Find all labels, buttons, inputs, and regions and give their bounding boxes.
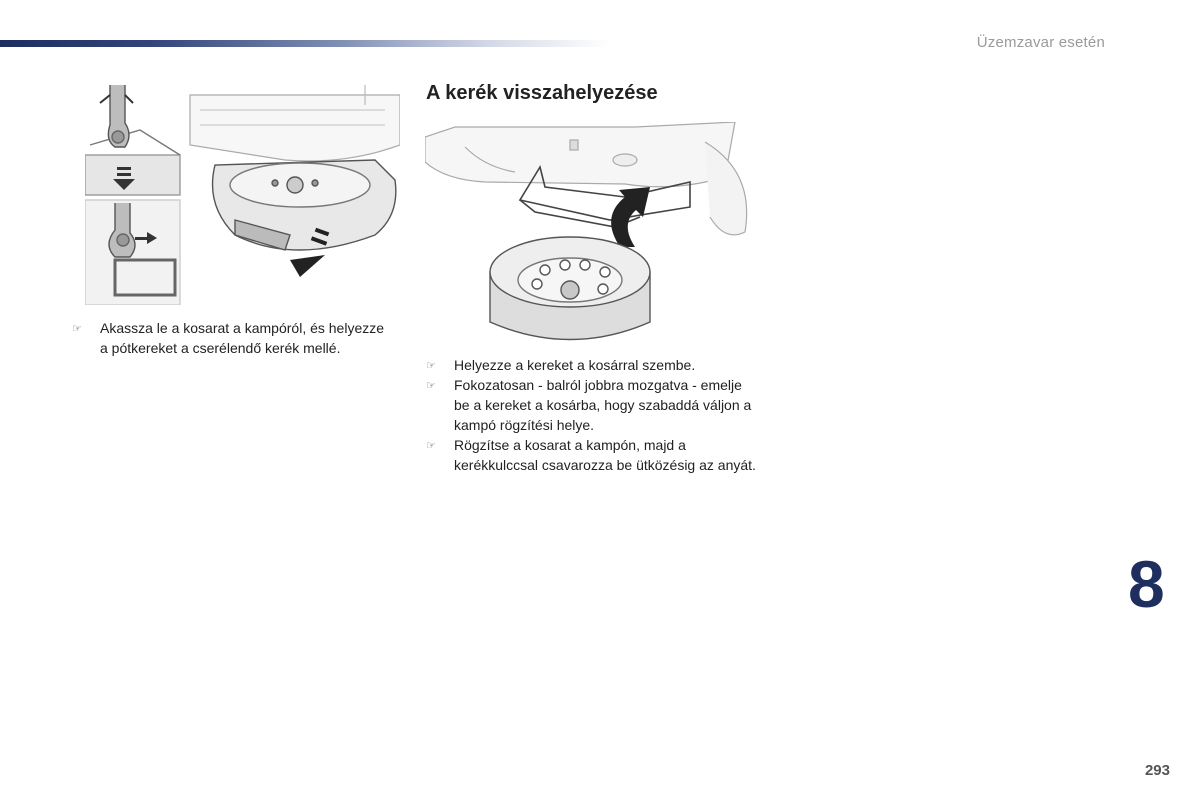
list-item xyxy=(72,318,392,358)
list-item xyxy=(426,435,756,475)
illustration-wheel-reinstall xyxy=(425,122,755,344)
list-item xyxy=(426,355,756,375)
hook-detail-bottom xyxy=(85,200,180,305)
pointing-hand-icon: ☞ xyxy=(426,380,436,392)
instruction-text: Helyezze a kereket a kosárral szembe. xyxy=(454,357,696,373)
illustration-basket-unhook xyxy=(85,85,400,305)
header-bar xyxy=(0,40,610,47)
instruction-text: Akassza le a kosarat a kampóról, és helyezze a pótkereket a cserélendő kerék mellé. xyxy=(100,320,385,356)
chapter-number: 8 xyxy=(1128,547,1165,621)
left-instructions xyxy=(72,318,392,358)
pointing-hand-icon: ☞ xyxy=(426,360,436,372)
instruction-text: Fokozatosan - balról jobbra mozgatva - emelje be a kereket a kosárba, hogy szabaddá váljon a kampó rögzítési helye. xyxy=(454,377,752,433)
section-header: Üzemzavar esetén xyxy=(976,34,1105,51)
car-underside xyxy=(190,85,400,161)
spare-wheel xyxy=(490,237,650,340)
instruction-text: Rögzítse a kosarat a kampón, majd a kerékkulccsal csavarozza be ütközésig az anyát. xyxy=(454,437,756,473)
car-underside xyxy=(425,122,747,235)
right-instructions xyxy=(426,355,756,475)
hook-detail-top xyxy=(85,85,180,195)
page-number: 293 xyxy=(1144,762,1170,779)
pointing-hand-icon: ☞ xyxy=(72,323,82,335)
list-item xyxy=(426,375,756,435)
pointing-hand-icon: ☞ xyxy=(426,440,436,452)
section-title: A kerék visszahelyezése xyxy=(426,82,658,104)
